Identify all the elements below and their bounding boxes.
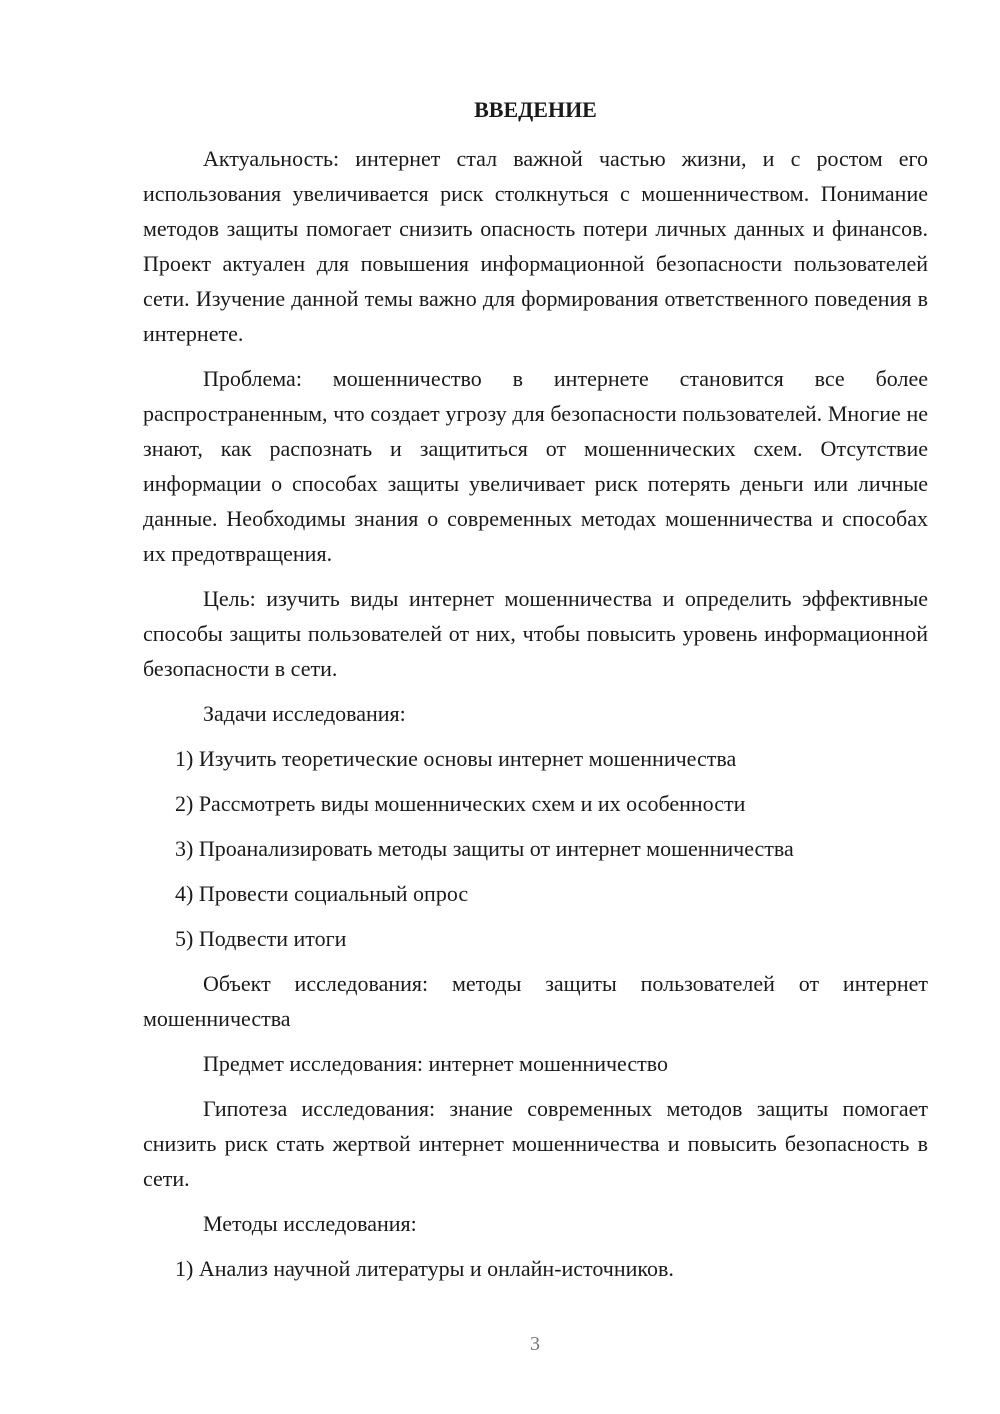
tasks-heading: Задачи исследования: (203, 701, 406, 726)
list-item: 5) Подвести итоги (175, 926, 347, 951)
list-item: 1) Изучить теоретические основы интернет мошенничества (175, 746, 737, 771)
hypothesis-paragraph: Гипотеза исследования: знание современных методов защиты помогает снизить риск стать жертвой интернет мошенничества и повысить безопасность в сети. (143, 1096, 928, 1191)
list-item: 2) Рассмотреть виды мошеннических схем и их особенности (175, 791, 746, 816)
page-title: ВВЕДЕНИЕ (474, 97, 597, 122)
list-item: 3) Проанализировать методы защиты от интернет мошенничества (175, 836, 794, 861)
subject-paragraph: Предмет исследования: интернет мошенничество (203, 1051, 668, 1076)
list-item: 1) Анализ научной литературы и онлайн-источников. (175, 1256, 674, 1281)
list-item: 4) Провести социальный опрос (175, 881, 469, 906)
page-number: 3 (530, 1333, 540, 1355)
object-paragraph: Объект исследования: методы защиты пользователей от интернет мошенничества (143, 971, 928, 1031)
problem-paragraph: Проблема: мошенничество в интернете становится все более распространенным, что создает угрозу для безопасности пользователей. Многие не знают, как распознать и защититься от мошеннических схем. Отсутствие информации о способах защиты увеличивает риск потерять деньги или личные данные. Необходимы знания о современных методах мошенничества и способах их предотвращения. (143, 366, 928, 566)
methods-list (143, 1251, 928, 1286)
methods-heading: Методы исследования: (203, 1211, 417, 1236)
relevance-paragraph: Актуальность: интернет стал важной частью жизни, и с ростом его использования увеличивается риск столкнуться с мошенничеством. Понимание методов защиты помогает снизить опасность потери личных данных и финансов. Проект актуален для повышения информационной безопасности пользователей сети. Изучение данной темы важно для формирования ответственного поведения в интернете. (143, 146, 928, 346)
document-page (143, 95, 928, 1296)
goal-paragraph: Цель: изучить виды интернет мошенничества и определить эффективные способы защиты пользователей от них, чтобы повысить уровень информационной безопасности в сети. (143, 586, 928, 681)
tasks-list (143, 741, 928, 956)
